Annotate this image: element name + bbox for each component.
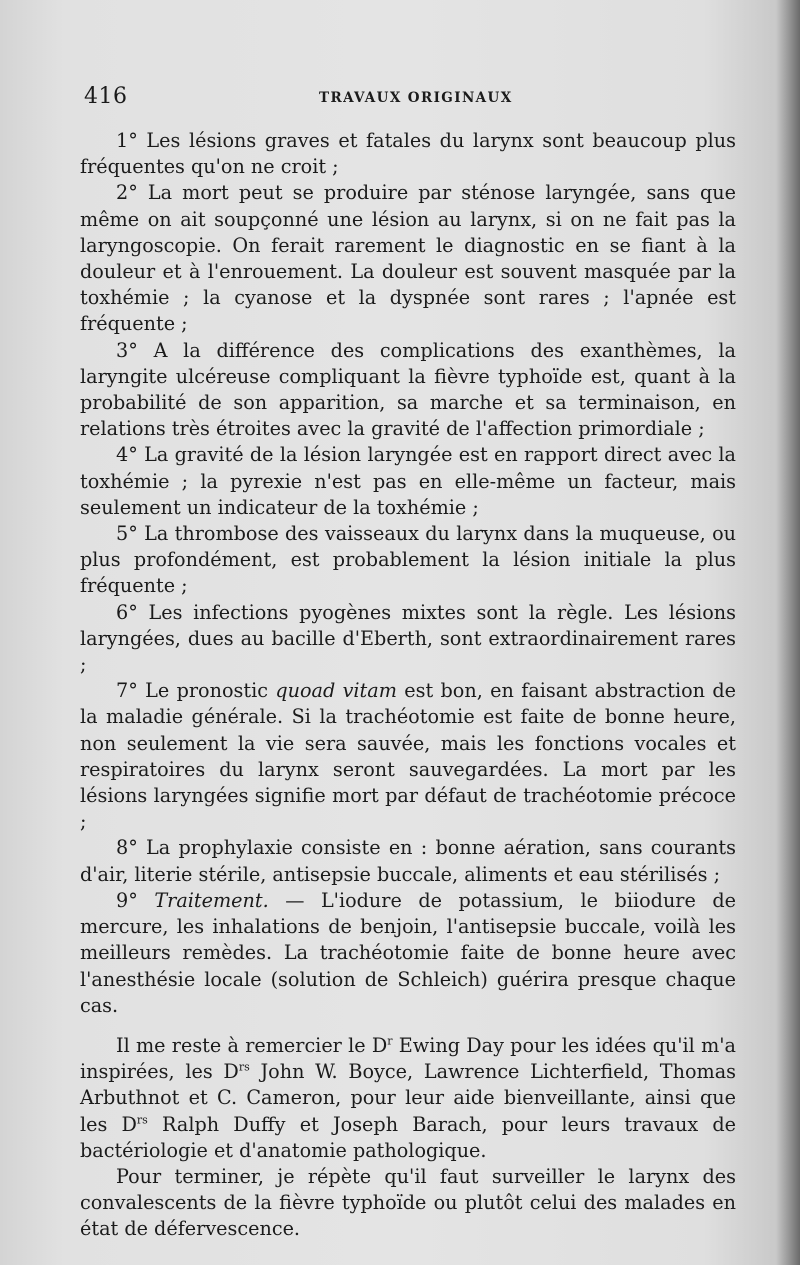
running-head: TRAVAUX ORIGINAUX (319, 90, 513, 106)
ack-part-3: John W. Boyce, Lawrence Lichterfield, Thomas Arbuthnot et C. Cameron, pour leur aide bienveillante, ainsi que les D (80, 1060, 736, 1136)
ack-part-4: Ralph Duffy et Joseph Barach, pour leurs travaux de bactériologie et d'anatomie pathologique. (80, 1112, 736, 1162)
ack-sup-1: r (387, 1034, 393, 1048)
ack-part-2: Ewing Day pour les idées qu'il m'a inspirées, les D (80, 1033, 736, 1084)
acknowledgement-paragraph (80, 1033, 736, 1164)
conclusion-1: 1° Les lésions graves et fatales du larynx sont beaucoup plus fréquentes qu'on ne croit ; (80, 129, 736, 179)
conclusion-9-rest: — L'iodure de potassium, le biiodure de mercure, les inhalations de benjoin, l'antisepsie buccale, voilà les meilleurs remèdes. La trachéotomie faite de bonne heure avec l'anesthésie locale (solution de Schleich) guérira presque chaque cas. (80, 888, 736, 1017)
conclusion-7-italic: quoad vitam (275, 679, 397, 703)
closing-paragraph: Pour terminer, je répète qu'il faut surveiller le larynx des convalescents de la fièvre typhoïde ou plutôt celui des malades en état de défervescence. (80, 1164, 736, 1241)
page-number: 416 (84, 84, 128, 109)
conclusion-7 (80, 678, 736, 835)
conclusion-6: 6° Les infections pyogènes mixtes sont la règle. Les lésions laryngées, dues au bacille d'Eberth, sont extraordinairement rares ; (80, 600, 736, 677)
conclusion-5: 5° La thrombose des vaisseaux du larynx dans la muqueuse, ou plus profondément, est probablement la lésion initiale la plus fréquente ; (80, 522, 736, 598)
conclusion-9-lead: 9° (116, 888, 155, 912)
ack-part-1: Il me reste à remercier le D (116, 1033, 388, 1057)
page-header (84, 84, 734, 114)
conclusion-3: 3° A la différence des complications des exanthèmes, la laryngite ulcéreuse compliquant la fièvre typhoïde est, quant à la probabilité de son apparition, sa marche et sa terminaison, en relations très étroites avec la gravité de l'affection primordiale ; (80, 338, 736, 441)
ack-sup-2: rs (238, 1060, 250, 1074)
conclusion-9 (80, 888, 736, 1019)
conclusion-7-rest: est bon, en faisant abstraction de la maladie générale. Si la trachéotomie est faite de bonne heure, non seulement la vie sera sauvée, mais les fonctions vocales et respiratoires du larynx seront sauvegardées. La mort par les lésions laryngées signifie mort par défaut de trachéotomie précoce ; (80, 679, 736, 834)
conclusion-9-italic: Traitement. (154, 888, 269, 912)
conclusion-8: 8° La prophylaxie consiste en : bonne aération, sans courants d'air, literie stérile, antisepsie buccale, aliments et eau stérilisés ; (80, 836, 736, 886)
ack-sup-3: rs (136, 1113, 148, 1127)
body-text (80, 128, 736, 1243)
conclusion-7-lead: 7° Le pronostic (116, 679, 276, 703)
conclusion-4: 4° La gravité de la lésion laryngée est en rapport direct avec la toxhémie ; la pyrexie n'est pas en elle-même un facteur, mais seulement un indicateur de la toxhémie ; (80, 443, 736, 519)
conclusion-2: 2° La mort peut se produire par sténose laryngée, sans que même on ait soupçonné une lésion au larynx, si on ne fait pas la laryngoscopie. On ferait rarement le diagnostic en se fiant à la douleur et à l'enrouement. La douleur est souvent masquée par la toxhémie ; la cyanose et la dyspnée sont rares ; l'apnée est fréquente ; (80, 181, 736, 336)
